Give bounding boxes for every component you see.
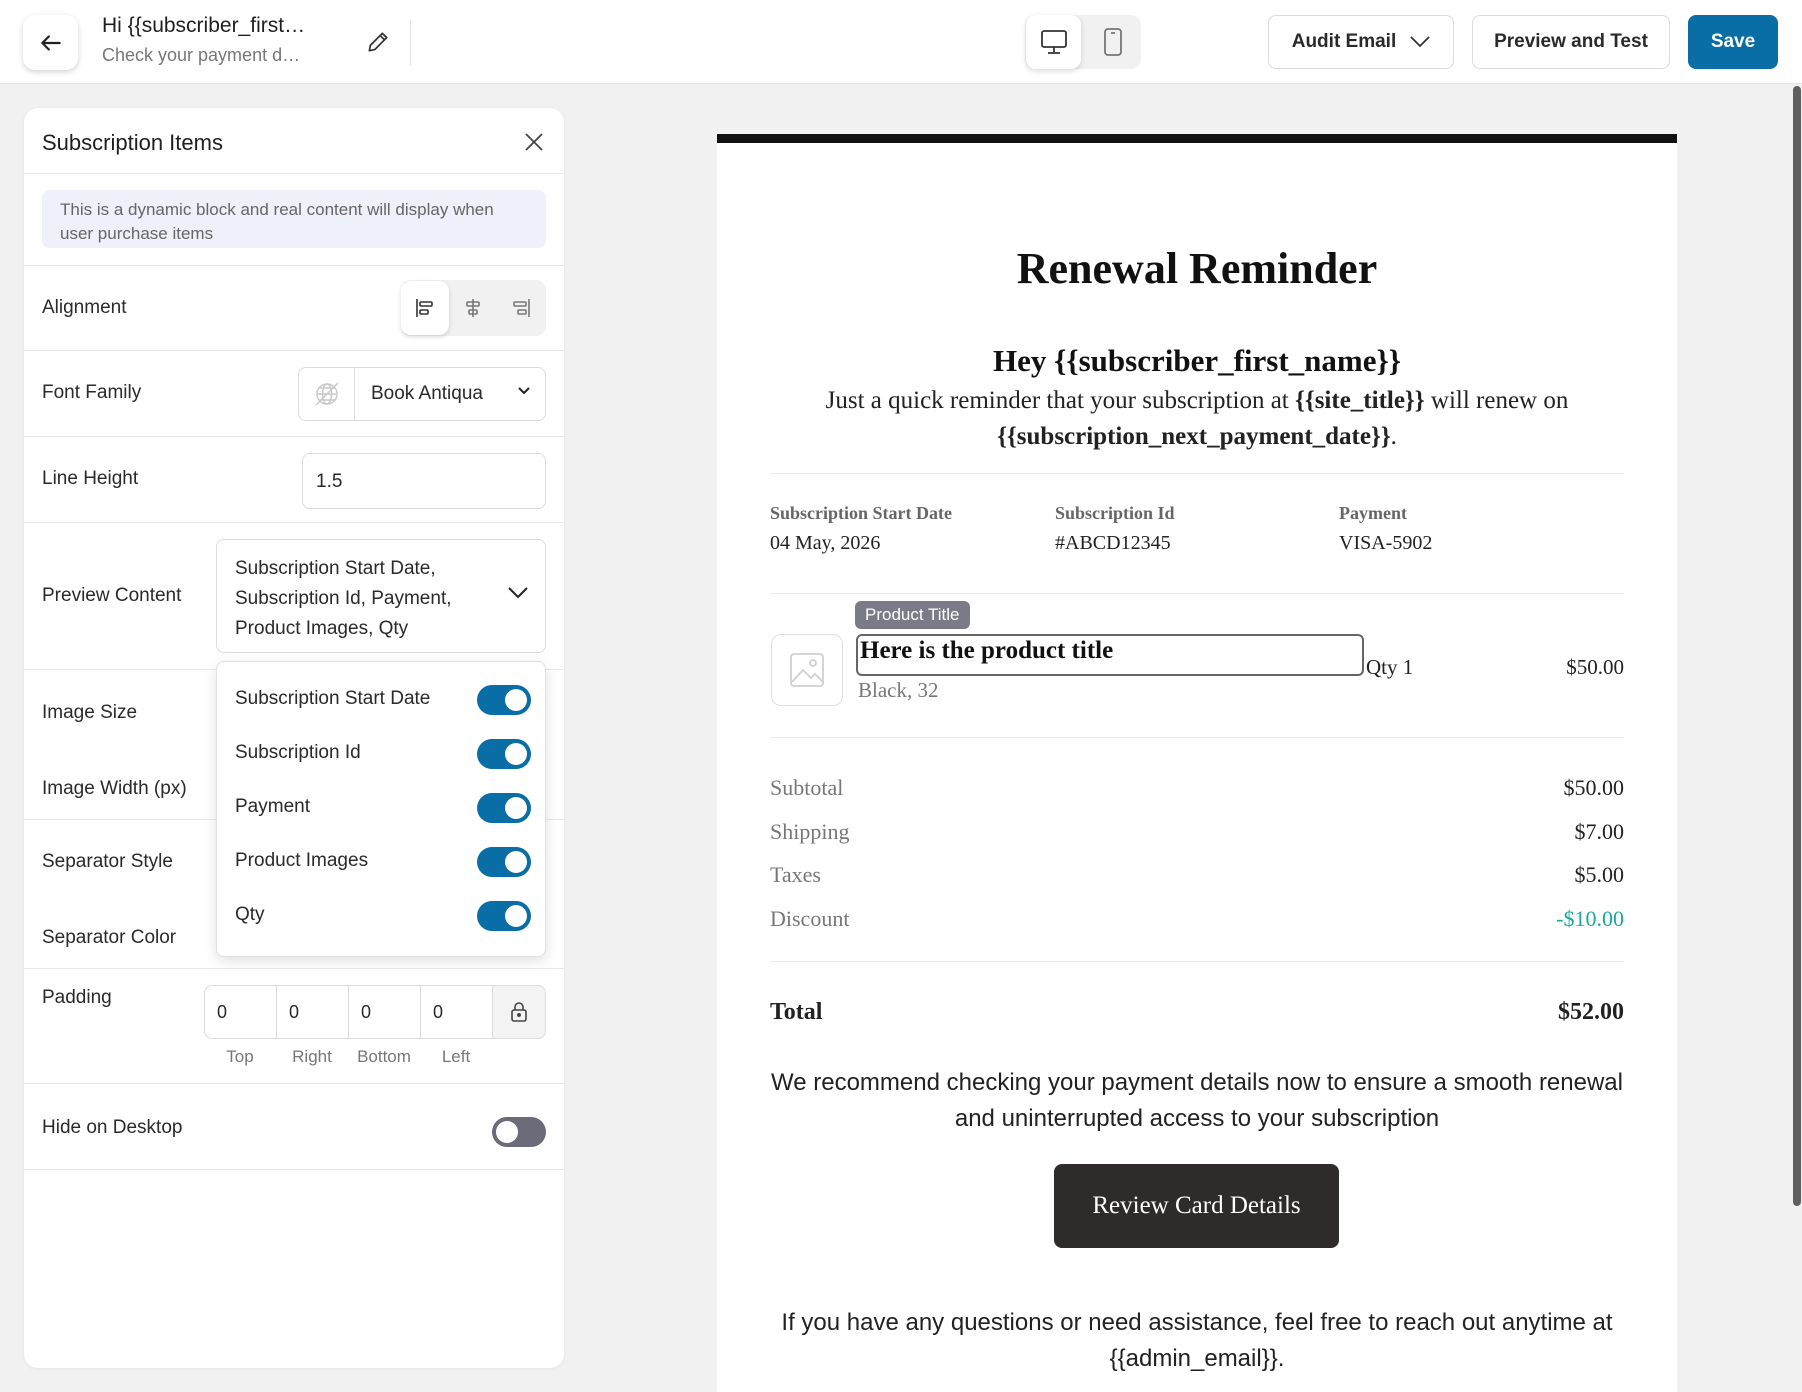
font-icon-box — [299, 368, 355, 420]
dropdown-item-label: Subscription Id — [235, 742, 361, 763]
align-right-button[interactable] — [497, 281, 545, 335]
panel-header — [24, 108, 564, 174]
align-left-button[interactable] — [401, 281, 449, 335]
dropdown-item[interactable] — [235, 847, 531, 877]
meta-value: #ABCD12345 — [1055, 532, 1171, 554]
total-value: $52.00 — [1558, 999, 1624, 1025]
summary-label: Subtotal — [770, 775, 844, 800]
dropdown-item[interactable] — [235, 685, 531, 715]
email-title: Hi {{subscriber_first… — [102, 14, 306, 37]
padding-side-labels — [204, 1047, 492, 1067]
padding-row — [24, 969, 564, 1084]
preview-content-value: Subscription Start Date, Subscription Id, Payment, Product Images, Qty — [235, 558, 452, 639]
padding-left-label: Left — [441, 1047, 471, 1066]
dynamic-block-notice: This is a dynamic block and real content will display when user purchase items — [42, 190, 546, 248]
product-price: $50.00 — [1566, 655, 1624, 679]
summary-value: $5.00 — [1574, 862, 1624, 887]
toggle-payment[interactable] — [477, 793, 531, 823]
preview-content-select[interactable] — [216, 539, 546, 653]
separator — [770, 473, 1624, 474]
image-icon — [789, 652, 825, 688]
align-right-icon — [511, 298, 531, 318]
preview-content-dropdown — [216, 661, 546, 957]
toggle-qty[interactable] — [477, 901, 531, 931]
dynamic-notice-section — [24, 174, 564, 266]
intro-text: Just a quick reminder that your subscription at — [825, 387, 1295, 414]
panel-title: Subscription Items — [42, 130, 223, 155]
meta-label: Subscription Start Date — [770, 503, 953, 523]
separator — [770, 961, 1624, 962]
separator — [770, 593, 1624, 594]
line-height-row — [24, 437, 564, 523]
preview-content-label: Preview Content — [42, 585, 182, 606]
desktop-view-button[interactable] — [1026, 15, 1081, 69]
pencil-icon — [365, 29, 391, 55]
hide-desktop-row — [24, 1084, 564, 1170]
footer-text[interactable]: If you have any questions or need assistance, feel free to reach out anytime at {{admin_email}}. — [781, 1309, 1613, 1372]
separator-style-label: Separator Style — [42, 851, 173, 872]
preview-content-row — [24, 523, 564, 670]
font-family-select[interactable] — [298, 367, 546, 421]
chevron-down-icon — [517, 386, 531, 396]
padding-top-label: Top — [226, 1047, 254, 1066]
review-card-details-button[interactable]: Review Card Details — [1054, 1164, 1339, 1248]
dropdown-item-label: Payment — [235, 796, 310, 817]
discount-value: -$10.00 — [1556, 906, 1624, 931]
line-height-label: Line Height — [42, 468, 139, 489]
meta-value: 04 May, 2026 — [770, 532, 881, 554]
separator-color-label: Separator Color — [42, 927, 177, 948]
alignment-row — [24, 266, 564, 351]
image-size-label: Image Size — [42, 702, 138, 723]
phone-icon — [1103, 27, 1123, 57]
summary-label: Discount — [770, 906, 850, 931]
padding-inputs — [204, 985, 546, 1039]
padding-label: Padding — [42, 987, 112, 1008]
close-panel-button[interactable] — [520, 128, 548, 156]
save-button[interactable]: Save — [1688, 15, 1778, 69]
close-icon — [525, 133, 543, 151]
meta-label: Payment — [1339, 503, 1407, 523]
mobile-view-button[interactable] — [1085, 15, 1140, 69]
hide-desktop-toggle[interactable] — [492, 1117, 546, 1147]
align-left-icon — [415, 298, 435, 318]
meta-start-date — [770, 503, 1030, 555]
audit-email-button[interactable] — [1268, 15, 1454, 69]
email-heading[interactable]: Renewal Reminder — [1016, 244, 1378, 293]
dropdown-item-label: Qty — [235, 904, 265, 925]
padding-bottom-label: Bottom — [357, 1047, 411, 1066]
edit-title-button[interactable] — [362, 26, 394, 58]
next-payment-date-token: {{subscription_next_payment_date}} — [997, 423, 1391, 450]
product-qty: Qty 1 — [1366, 655, 1414, 679]
font-family-row — [24, 351, 564, 437]
separator — [770, 737, 1624, 738]
arrow-left-icon — [38, 30, 64, 56]
padding-right-input[interactable]: 0 — [277, 986, 349, 1038]
preview-test-label: Preview and Test — [1494, 31, 1648, 52]
padding-right-label: Right — [292, 1047, 332, 1066]
dropdown-item[interactable] — [235, 793, 531, 823]
summary-label: Shipping — [770, 819, 850, 844]
toggle-subscription-id[interactable] — [477, 739, 531, 769]
email-title-block — [102, 14, 322, 66]
chevron-down-icon — [507, 586, 529, 600]
intro-text: will renew on — [1424, 387, 1569, 414]
alignment-label: Alignment — [42, 297, 127, 318]
toggle-start-date[interactable] — [477, 685, 531, 715]
total-label: Total — [770, 999, 823, 1025]
product-variant: Black, 32 — [858, 678, 939, 702]
padding-bottom-input[interactable]: 0 — [349, 986, 421, 1038]
dropdown-item-label: Subscription Start Date — [235, 688, 431, 709]
alignment-group — [401, 280, 546, 336]
dropdown-item-label: Product Images — [235, 850, 369, 871]
meta-value: VISA-5902 — [1339, 532, 1433, 554]
preview-test-button[interactable] — [1472, 15, 1670, 69]
recommend-text[interactable]: We recommend checking your payment details now to ensure a smooth renewal and uninterrupted access to your subscription — [771, 1069, 1623, 1132]
product-title[interactable]: Here is the product title — [856, 634, 1364, 676]
dropdown-item[interactable] — [235, 739, 531, 769]
meta-subscription-id — [1055, 503, 1315, 555]
audit-email-label: Audit Email — [1291, 31, 1397, 52]
dropdown-item[interactable] — [235, 901, 531, 931]
email-greeting[interactable]: Hey {{subscriber_first_name}} — [993, 343, 1401, 378]
align-center-button[interactable] — [449, 281, 497, 335]
hide-desktop-label: Hide on Desktop — [42, 1117, 183, 1138]
top-bar — [0, 0, 1802, 84]
chevron-down-icon — [1410, 36, 1430, 48]
summary-label: Taxes — [770, 862, 821, 887]
font-family-value: Book Antiqua — [371, 383, 483, 404]
monitor-icon — [1040, 29, 1068, 55]
align-center-icon — [463, 298, 483, 318]
meta-payment — [1339, 503, 1599, 555]
lock-icon — [510, 1002, 528, 1022]
meta-label: Subscription Id — [1055, 503, 1175, 523]
email-canvas — [717, 134, 1677, 1392]
back-button[interactable] — [23, 15, 78, 70]
site-title-token: {{site_title}} — [1295, 387, 1425, 414]
image-width-label: Image Width (px) — [42, 778, 187, 799]
padding-left-input[interactable]: 0 — [421, 986, 493, 1038]
intro-text: . — [1390, 423, 1397, 450]
summary-value: $50.00 — [1563, 775, 1624, 800]
divider — [410, 20, 411, 66]
device-toggle — [1025, 15, 1141, 69]
product-title-tag: Product Title — [855, 601, 970, 629]
scrollbar-thumb[interactable] — [1793, 86, 1801, 1206]
email-subject: Check your payment d… — [102, 45, 301, 65]
padding-link-button[interactable] — [493, 986, 545, 1038]
summary-value: $7.00 — [1574, 819, 1624, 844]
line-height-input[interactable]: 1.5 — [302, 453, 546, 509]
globe-off-icon — [314, 381, 340, 407]
padding-top-input[interactable]: 0 — [205, 986, 277, 1038]
product-image-placeholder — [771, 634, 843, 706]
font-family-label: Font Family — [42, 382, 142, 403]
toggle-product-images[interactable] — [477, 847, 531, 877]
email-intro[interactable] — [797, 383, 1597, 455]
